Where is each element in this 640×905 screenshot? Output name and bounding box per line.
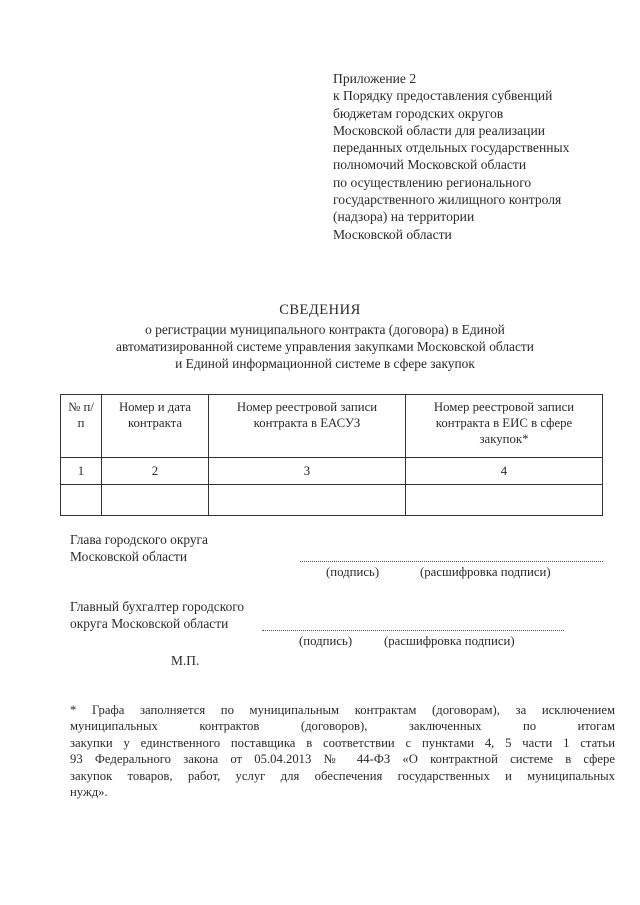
footnote-line: муниципальных контрактов (договоров), заключенных по итогам	[70, 719, 615, 734]
head-signature-label	[70, 531, 208, 566]
table-cell	[102, 485, 209, 516]
table-cell	[209, 485, 406, 516]
accountant-label-line: Главный бухгалтер городского	[70, 599, 245, 614]
footnote-line: нужд».	[70, 785, 108, 800]
footnote-line: закупки у единственного поставщика в соответствии с пунктами 4, 5 части 1 статьи	[70, 735, 615, 750]
header-cell-contract: Номер и дата контракта	[102, 395, 209, 458]
header-cell-easuz: Номер реестровой записи контракта в ЕАСУЗ	[209, 395, 406, 458]
document-subtitle	[100, 321, 550, 373]
header-cell-eis: Номер реестровой записи контракта в ЕИС в сфере закупок*	[406, 395, 603, 458]
accountant-signature-caption: (подпись)	[299, 634, 353, 648]
table-header-row	[61, 395, 603, 458]
header-cell-number: № п/п	[61, 395, 102, 458]
appendix-line: Приложение 2	[333, 71, 417, 86]
table-cell	[61, 485, 102, 516]
footnote-line: закупок товаров, работ, услуг для обеспечения государственных и муниципальных	[70, 768, 615, 783]
appendix-line: переданных отдельных государственных	[333, 140, 570, 156]
registration-table	[60, 394, 603, 516]
appendix-line: государственного жилищного контроля	[333, 192, 562, 208]
stamp-place: М.П.	[171, 653, 200, 668]
table-empty-row	[61, 485, 603, 516]
appendix-line: по осуществлению регионального	[333, 174, 532, 190]
table-column-numbers-row	[61, 458, 603, 485]
table-cell: 2	[102, 458, 209, 485]
appendix-line: (надзора) на территории	[333, 209, 475, 225]
head-label-line: Московской области	[70, 549, 188, 565]
document-title: СВЕДЕНИЯ	[279, 302, 361, 318]
footnote-line: * Графа заполняется по муниципальным контрактам (договорам), за исключением	[70, 703, 615, 717]
appendix-line: к Порядку предоставления субвенций	[333, 88, 553, 104]
appendix-line: полномочий Московской области	[333, 157, 527, 173]
accountant-label-line: округа Московской области	[70, 616, 229, 632]
appendix-line: Московской области для реализации	[333, 122, 546, 138]
footnote-line: 93 Федерального закона от 05.04.2013 № 44-ФЗ «О контрактной системе в сфере	[70, 752, 615, 767]
accountant-decoding-caption: (расшифровка подписи)	[384, 634, 515, 648]
table-cell: 3	[209, 458, 406, 485]
appendix-line: бюджетам городских округов	[333, 105, 504, 121]
head-signature-line	[300, 561, 603, 562]
head-decoding-caption: (расшифровка подписи)	[420, 565, 551, 579]
accountant-signature-label	[70, 598, 244, 633]
footnote	[70, 702, 615, 800]
appendix-line: Московской области	[333, 226, 452, 242]
head-label-line: Глава городского округа	[70, 532, 208, 547]
subtitle-line: автоматизированной системе управления закупками Московской области	[116, 339, 534, 355]
appendix-block	[333, 70, 623, 243]
table-cell: 1	[61, 458, 102, 485]
subtitle-line: о регистрации муниципального контракта (договора) в Единой	[145, 322, 505, 337]
table-cell: 4	[406, 458, 603, 485]
subtitle-line: и Единой информационной системе в сфере закупок	[175, 356, 475, 372]
head-signature-caption: (подпись)	[326, 565, 380, 579]
accountant-signature-line	[262, 630, 564, 631]
table-cell	[406, 485, 603, 516]
